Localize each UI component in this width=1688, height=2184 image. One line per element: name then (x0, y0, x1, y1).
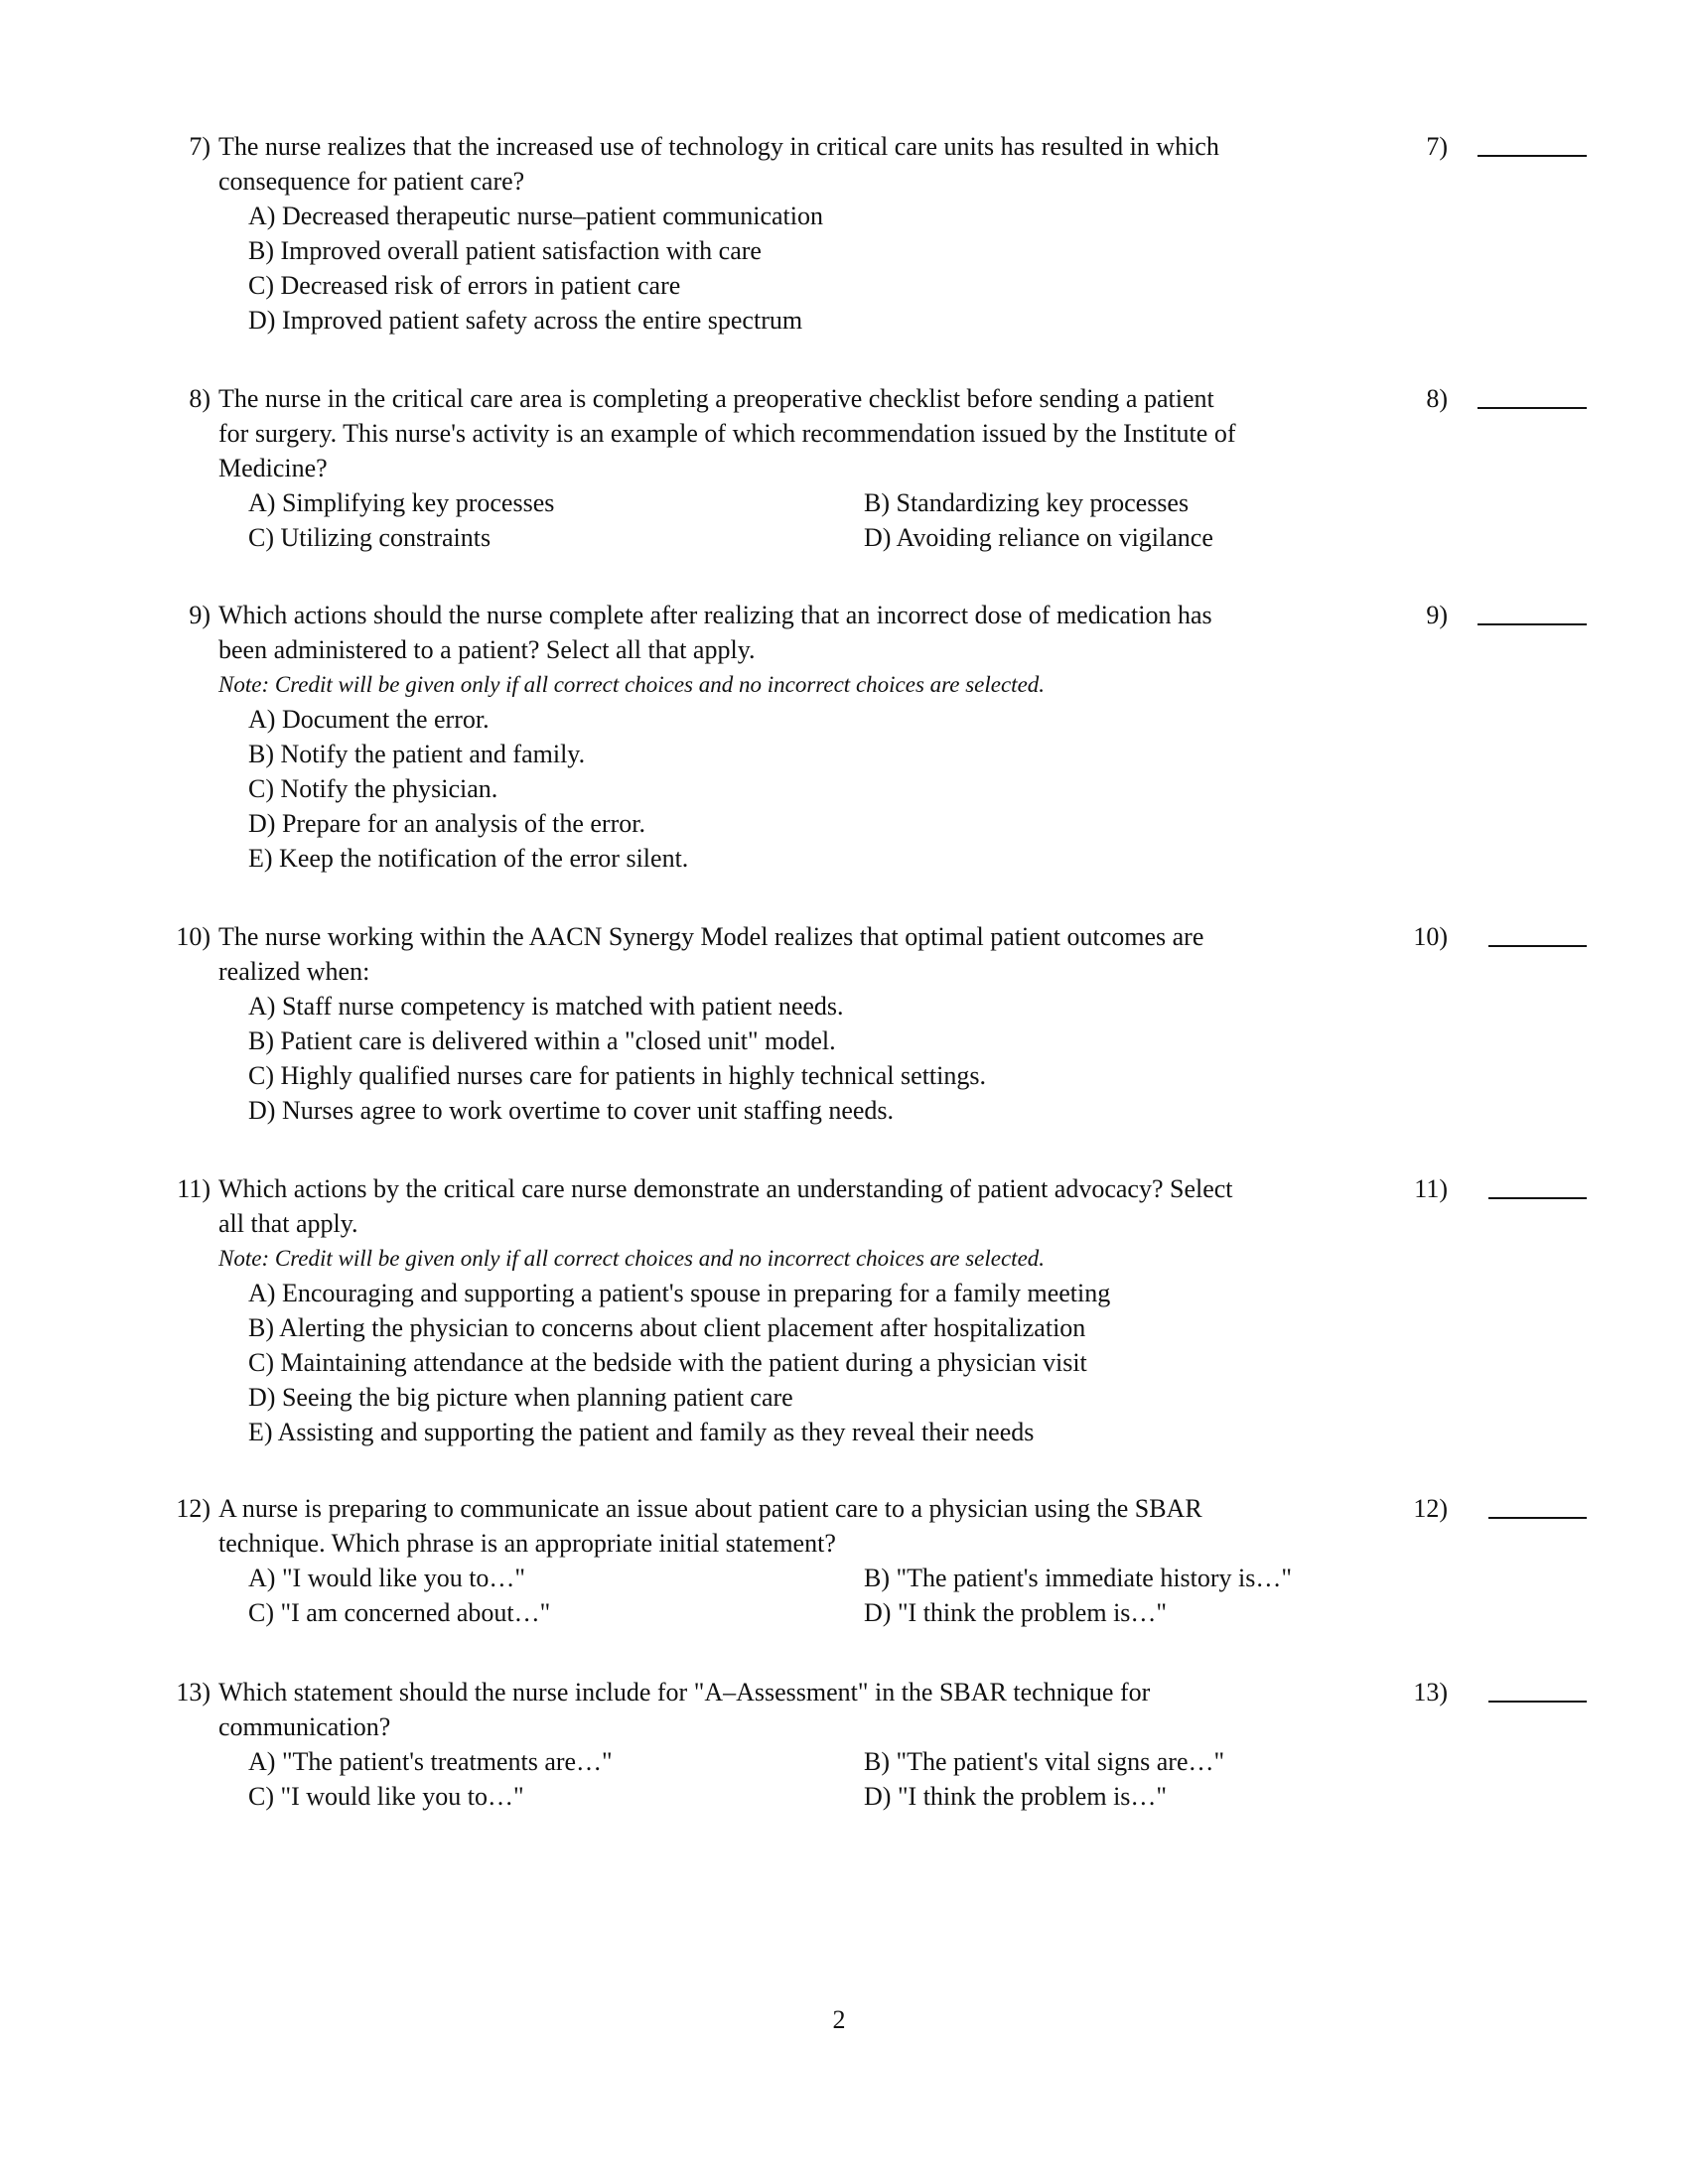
question-number: 9) (189, 601, 211, 629)
question-stem-line: technique. Which phrase is an appropriate initial statement? (218, 1529, 836, 1558)
answer-line[interactable] (1488, 1701, 1587, 1703)
question-stem-line: consequence for patient care? (218, 167, 525, 196)
option-e: E) Keep the notification of the error silent. (248, 844, 689, 873)
question-number: 12) (176, 1494, 211, 1523)
option-d: D) Improved patient safety across the entire spectrum (248, 306, 803, 335)
answer-blank-9[interactable] (1390, 598, 1688, 632)
select-all-note: Note: Credit will be given only if all correct choices and no incorrect choices are selected. (218, 1246, 1046, 1271)
question-stem-line: communication? (218, 1712, 391, 1741)
question-number: 7) (189, 132, 211, 161)
option-e: E) Assisting and supporting the patient and family as they reveal their needs (248, 1418, 1035, 1446)
option-d: D) Seeing the big picture when planning patient care (248, 1383, 793, 1412)
option-a: A) Document the error. (248, 705, 490, 734)
option-a: A) Staff nurse competency is matched with patient needs. (248, 992, 844, 1021)
option-b: B) "The patient's vital signs are…" (864, 1747, 1225, 1776)
question-stem-line: A nurse is preparing to communicate an issue about patient care to a physician using the SBAR (218, 1494, 1202, 1523)
question-stem-line: The nurse working within the AACN Synergy Model realizes that optimal patient outcomes are (218, 922, 1204, 951)
question-stem-line: Which actions by the critical care nurse demonstrate an understanding of patient advocacy? Select (218, 1174, 1233, 1203)
question-number: 8) (189, 384, 211, 413)
question-stem-line: for surgery. This nurse's activity is an example of which recommendation issued by the Institute of (218, 419, 1236, 448)
question-stem-line: Which statement should the nurse include for "A–Assessment" in the SBAR technique for (218, 1678, 1151, 1706)
answer-label: 11) (1414, 1174, 1448, 1203)
option-a: A) Simplifying key processes (248, 488, 555, 517)
question-stem-line: Which actions should the nurse complete after realizing that an incorrect dose of medication has (218, 601, 1212, 629)
option-c: C) Maintaining attendance at the bedside with the patient during a physician visit (248, 1348, 1087, 1377)
option-c: C) Notify the physician. (248, 774, 498, 803)
option-a: A) "I would like you to…" (248, 1564, 526, 1592)
option-a: A) Encouraging and supporting a patient's spouse in preparing for a family meeting (248, 1279, 1111, 1307)
answer-label: 12) (1413, 1494, 1448, 1523)
option-d: D) "I think the problem is…" (864, 1598, 1168, 1627)
option-a: A) "The patient's treatments are…" (248, 1747, 613, 1776)
option-b: B) Standardizing key processes (864, 488, 1190, 517)
answer-blank-11[interactable] (1390, 1171, 1688, 1206)
option-c: C) "I am concerned about…" (248, 1598, 551, 1627)
answer-label: 9) (1426, 601, 1448, 629)
answer-line[interactable] (1488, 945, 1587, 947)
option-b: B) Alerting the physician to concerns about client placement after hospitalization (248, 1313, 1086, 1342)
answer-label: 13) (1413, 1678, 1448, 1706)
answer-blank-8[interactable] (1390, 381, 1688, 416)
question-stem-line: The nurse in the critical care area is completing a preoperative checklist before sending a patient (218, 384, 1214, 413)
option-b: B) Improved overall patient satisfaction with care (248, 236, 762, 265)
question-stem-line: realized when: (218, 957, 370, 986)
option-c: C) Utilizing constraints (248, 523, 492, 552)
option-d: D) Avoiding reliance on vigilance (864, 523, 1213, 552)
select-all-note: Note: Credit will be given only if all correct choices and no incorrect choices are selected. (218, 672, 1046, 697)
answer-line[interactable] (1488, 1197, 1587, 1199)
option-b: B) Patient care is delivered within a "closed unit" model. (248, 1026, 836, 1055)
answer-label: 8) (1426, 384, 1448, 413)
answer-line[interactable] (1477, 407, 1587, 409)
answer-blank-10[interactable] (1390, 919, 1688, 954)
option-c: C) "I would like you to…" (248, 1782, 524, 1811)
option-a: A) Decreased therapeutic nurse–patient communication (248, 202, 823, 230)
answer-blank-12[interactable] (1390, 1491, 1688, 1526)
question-number: 13) (176, 1678, 211, 1706)
question-stem-line: The nurse realizes that the increased use of technology in critical care units has resulted in which (218, 132, 1219, 161)
option-b: B) "The patient's immediate history is…" (864, 1564, 1293, 1592)
answer-blank-13[interactable] (1390, 1675, 1688, 1709)
option-d: D) Prepare for an analysis of the error. (248, 809, 645, 838)
option-c: C) Decreased risk of errors in patient care (248, 271, 681, 300)
option-d: D) Nurses agree to work overtime to cover unit staffing needs. (248, 1096, 895, 1125)
answer-line[interactable] (1488, 1517, 1587, 1519)
question-stem-line: Medicine? (218, 454, 328, 482)
answer-label: 10) (1413, 922, 1448, 951)
question-stem-line: been administered to a patient? Select all that apply. (218, 635, 756, 664)
option-b: B) Notify the patient and family. (248, 740, 586, 768)
question-number: 11) (177, 1174, 211, 1203)
option-d: D) "I think the problem is…" (864, 1782, 1168, 1811)
question-number: 10) (176, 922, 211, 951)
answer-line[interactable] (1477, 155, 1587, 157)
option-c: C) Highly qualified nurses care for patients in highly technical settings. (248, 1061, 986, 1090)
answer-line[interactable] (1477, 623, 1587, 625)
answer-label: 7) (1426, 132, 1448, 161)
question-stem-line: all that apply. (218, 1209, 358, 1238)
page-number: 2 (832, 2005, 846, 2034)
answer-blank-7[interactable] (1390, 129, 1688, 164)
